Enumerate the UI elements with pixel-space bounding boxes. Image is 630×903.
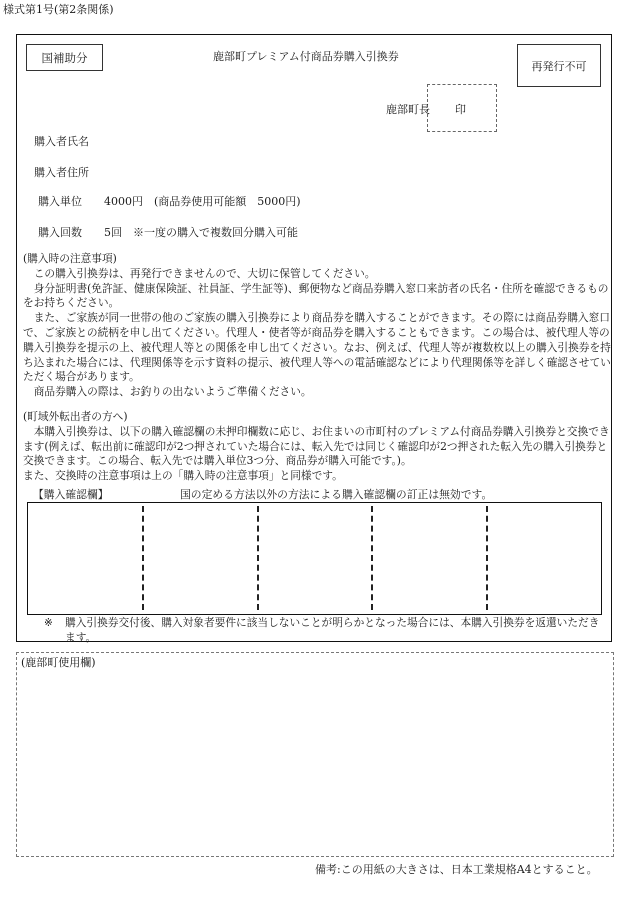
footnote-text: 購入引換券交付後、購入対象者要件に該当しないことが明らかとなった場合には、本購入引換券を返還いただきます。 — [65, 616, 600, 644]
notes-paragraph: 商品券購入の際は、お釣りの出ないようご準備ください。 — [33, 385, 312, 399]
buyer-name-label: 購入者氏名 — [34, 135, 89, 148]
slot-divider — [486, 506, 488, 610]
subsidy-label: 国補助分 — [41, 50, 88, 65]
seal-mark: 印 — [455, 103, 466, 116]
office-use-box — [16, 652, 614, 857]
moving-paragraph: また、交換時の注意事項は上の「購入時の注意事項」と同様です。 — [23, 469, 343, 483]
no-reissue-box — [517, 44, 601, 87]
purchase-notes-heading: (購入時の注意事項) — [23, 252, 117, 265]
no-reissue-label: 再発行不可 — [531, 59, 587, 73]
notes-paragraph: 身分証明書(免許証、健康保険証、社員証、学生証等)、郵便物など商品券購入窓口来訪者の氏名・住所を確認できるものをお持ちください。 — [23, 281, 609, 310]
notes-paragraph: この購入引換券は、再発行できませんので、大切に保管してください。 — [33, 266, 376, 280]
subsidy-label-box — [26, 44, 103, 71]
slot-divider — [257, 506, 259, 610]
slot-divider — [142, 506, 144, 610]
mayor-label: 鹿部町長 — [386, 103, 430, 116]
moving-out-heading: (町域外転出者の方へ) — [23, 410, 128, 423]
footnote-mark: ※ — [44, 616, 53, 629]
remarks-line: 備考:この用紙の大きさは、日本工業規格A4とすること。 — [315, 863, 598, 876]
office-use-label: (鹿部町使用欄) — [21, 656, 96, 669]
slot-divider — [371, 506, 373, 610]
notes-paragraph: また、ご家族が同一世帯の他のご家族の購入引換券により商品券を購入することができます。その際には商品券購入窓口で、ご家族との続柄を申し出てください。代理人・使者等が商品券を購入することもできます。この場合は、被代理人等の購入引換券を提示の上、被代理人等との関係を申し出てください。なお、例えば、代理人等が複数枚以上の購入引換券を持ち込まれた場合には、代理関係等を示す資料の提示、被代理人等への電話確認などにより代理関係等を詳しく確認させていただく場合があります。 — [23, 311, 611, 384]
purchase-confirm-grid — [27, 502, 602, 615]
footnote — [44, 616, 609, 645]
purchase-notes-section — [23, 252, 611, 400]
purchase-unit-line: 購入単位 4000円 (商品券使用可能額 5000円) — [38, 195, 301, 208]
document-title: 鹿部町プレミアム付商品券購入引換券 — [213, 50, 399, 63]
buyer-address-label: 購入者住所 — [34, 166, 89, 179]
moving-paragraph: 本購入引換券は、以下の購入確認欄の未押印欄数に応じ、お住まいの市町村のプレミアム付商品券購入引換券と交換できます(例えば、転出前に確認印が2つ押されていた場合には、転入先では同じく確認印が2つ押された転入先の購入引換券と交換できます。この場合、転入先では購入単位3つ分、商品券が購入可能です。)。 — [23, 424, 610, 468]
confirm-heading: 【購入確認欄】 — [33, 488, 109, 501]
purchase-count-line: 購入回数 5回 ※一度の購入で複数回分購入可能 — [38, 226, 298, 239]
confirm-note: 国の定める方法以外の方法による購入確認欄の訂正は無効です。 — [180, 488, 493, 501]
form-number-label: 様式第1号(第2条関係) — [3, 3, 114, 16]
moving-out-section — [23, 410, 611, 484]
